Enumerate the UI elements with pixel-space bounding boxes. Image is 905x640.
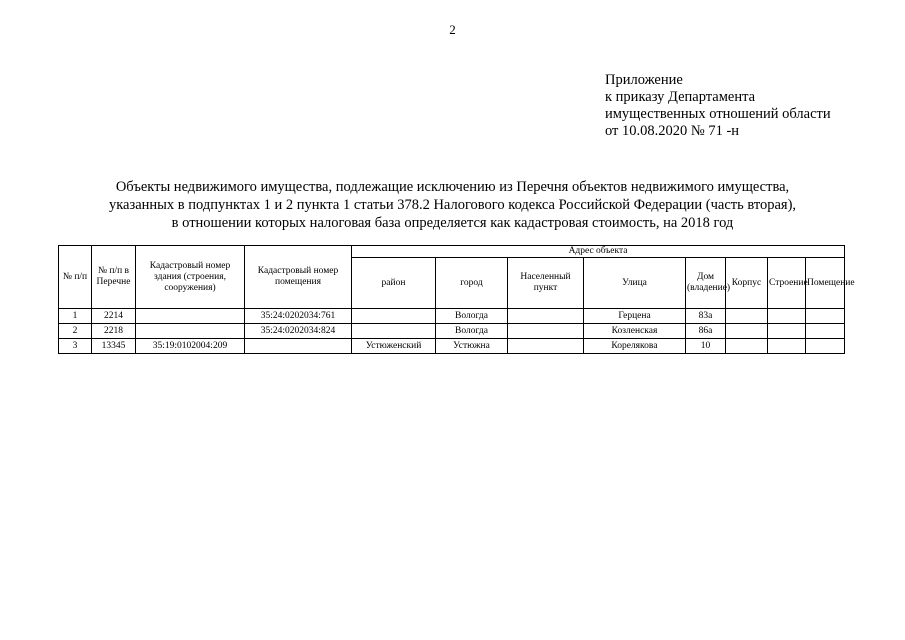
cell-settlement xyxy=(508,339,584,354)
table-row xyxy=(59,309,845,324)
header-district: район xyxy=(352,258,436,309)
header-list-num: № п/п в Перечне xyxy=(92,246,136,309)
cell-house: 83а xyxy=(686,309,726,324)
cell-korpus xyxy=(726,324,768,339)
title-line-2: указанных в подпунктах 1 и 2 пункта 1 статьи 378.2 Налогового кодекса Российской Федерации (часть вторая), xyxy=(108,197,797,213)
appendix-block xyxy=(605,72,831,140)
header-street: Улица xyxy=(584,258,686,309)
cell-street: Кореляковa xyxy=(584,339,686,354)
cell-room-cadastral: 35:24:0202034:761 xyxy=(245,309,352,324)
header-num: № п/п xyxy=(59,246,92,309)
header-building-cadastral: Кадастровый номер здания (строения, сооружения) xyxy=(136,246,245,309)
cell-pomeschenie xyxy=(806,339,845,354)
cell-street: Козленская xyxy=(584,324,686,339)
cell-pomeschenie xyxy=(806,324,845,339)
table-row xyxy=(59,339,845,354)
header-pomeschenie: Помещение xyxy=(806,258,845,309)
cell-settlement xyxy=(508,324,584,339)
header-address-group: Адрес объекта xyxy=(352,246,845,258)
cell-city: Устюжна xyxy=(436,339,508,354)
title-line-1: Объекты недвижимого имущества, подлежащие исключению из Перечня объектов недвижимого имущества, xyxy=(115,179,790,195)
cell-room-cadastral: 35:24:0202034:824 xyxy=(245,324,352,339)
cell-num: 1 xyxy=(59,309,92,324)
cell-settlement xyxy=(508,309,584,324)
cell-list-num: 2214 xyxy=(92,309,136,324)
cell-house: 86а xyxy=(686,324,726,339)
header-room-cadastral: Кадастровый номер помещения xyxy=(245,246,352,309)
table-row xyxy=(59,324,845,339)
cell-district xyxy=(352,324,436,339)
document-title xyxy=(40,178,865,232)
cell-building-cadastral xyxy=(136,309,245,324)
cell-district xyxy=(352,309,436,324)
cell-korpus xyxy=(726,309,768,324)
title-line-3: в отношении которых налоговая база определяется как кадастровая стоимость, на 2018 год xyxy=(171,215,734,231)
appendix-line-2: к приказу Департамента xyxy=(605,89,756,105)
header-city: город xyxy=(436,258,508,309)
page-number: 2 xyxy=(449,22,456,37)
cell-num: 2 xyxy=(59,324,92,339)
cell-room-cadastral xyxy=(245,339,352,354)
appendix-line-3: имущественных отношений области xyxy=(605,106,831,122)
header-korpus: Корпус xyxy=(726,258,768,309)
appendix-line-1: Приложение xyxy=(605,72,683,88)
cell-list-num: 13345 xyxy=(92,339,136,354)
cell-list-num: 2218 xyxy=(92,324,136,339)
header-settlement: Населенный пункт xyxy=(508,258,584,309)
appendix-line-4: от 10.08.2020 № 71 -н xyxy=(605,123,740,139)
cell-building-cadastral: 35:19:0102004:209 xyxy=(136,339,245,354)
objects-table xyxy=(58,245,855,354)
cell-district: Устюженский xyxy=(352,339,436,354)
cell-house: 10 xyxy=(686,339,726,354)
cell-korpus xyxy=(726,339,768,354)
cell-num: 3 xyxy=(59,339,92,354)
header-stroenie: Строение xyxy=(768,258,806,309)
cell-city: Вологда xyxy=(436,309,508,324)
cell-stroenie xyxy=(768,309,806,324)
cell-building-cadastral xyxy=(136,324,245,339)
cell-stroenie xyxy=(768,339,806,354)
cell-stroenie xyxy=(768,324,806,339)
cell-city: Вологда xyxy=(436,324,508,339)
cell-street: Герцена xyxy=(584,309,686,324)
header-house: Дом (владение) xyxy=(686,258,726,309)
cell-pomeschenie xyxy=(806,309,845,324)
